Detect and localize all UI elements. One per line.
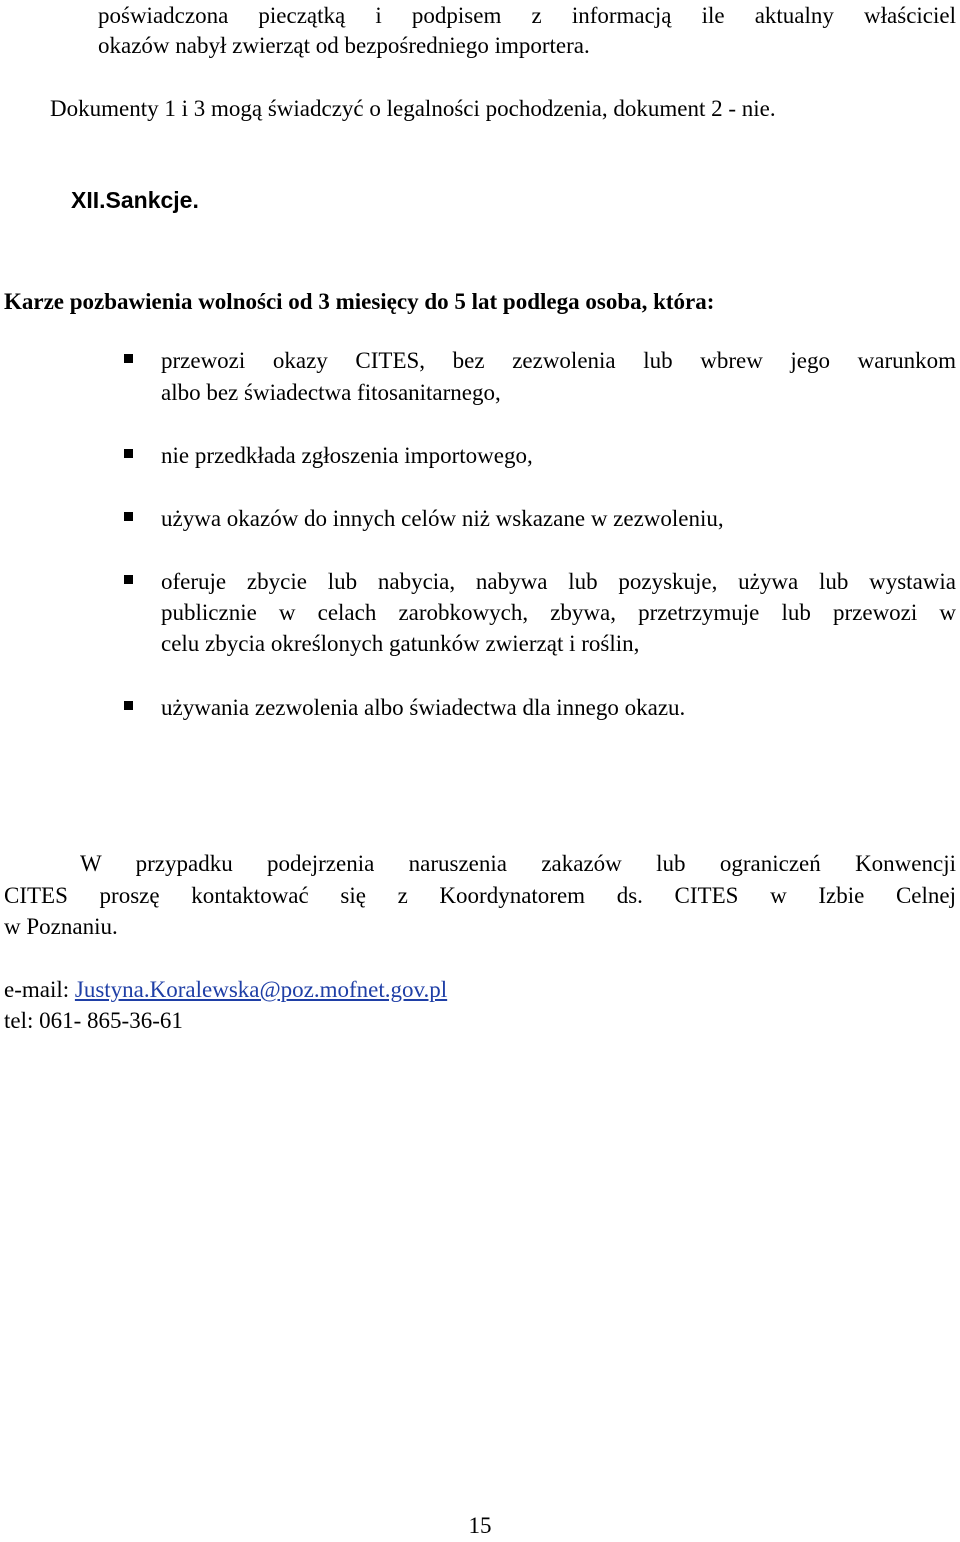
bullet-marker [124, 354, 133, 363]
bullet-4-line-1: oferuje zbycie lub nabycia, nabywa lub pozyskuje, używa lub wystawia [161, 569, 956, 594]
bullet-4-line-3: celu zbycia określonych gatunków zwierząt i roślin, [161, 631, 640, 656]
telephone-line: tel: 061- 865-36-61 [4, 1008, 183, 1033]
intro-line-1: poświadczona pieczątką i podpisem z informacją ile aktualny właściciel [98, 3, 956, 28]
bullet-1-line-1: przewozi okazy CITES, bez zezwolenia lub wbrew jego warunkom [161, 348, 956, 373]
sanctions-intro: Karze pozbawienia wolności od 3 miesięcy do 5 lat podlega osoba, która: [4, 289, 715, 314]
bullet-marker [124, 701, 133, 710]
bullet-3-line-1: używa okazów do innych celów niż wskazane w zezwoleniu, [161, 506, 724, 531]
page-number: 15 [468, 1513, 492, 1538]
section-heading: XII.Sankcje. [71, 187, 199, 213]
bullet-2-line-1: nie przedkłada zgłoszenia importowego, [161, 443, 533, 468]
bullet-marker [124, 449, 133, 458]
bullet-5-line-1: używania zezwolenia albo świadectwa dla innego okazu. [161, 695, 686, 720]
bullet-4-line-2: publicznie w celach zarobkowych, zbywa, przetrzymuje lub przewozi w [161, 600, 956, 625]
bullet-marker [124, 512, 133, 521]
email-label: e-mail: [4, 977, 75, 1002]
contact-line-2: CITES proszę kontaktować się z Koordynatorem ds. CITES w Izbie Celnej [4, 883, 956, 908]
email-line [4, 974, 447, 1006]
contact-line-1: W przypadku podejrzenia naruszenia zakazów lub ograniczeń Konwencji [80, 851, 956, 876]
bullet-marker [124, 575, 133, 584]
intro-line-2: okazów nabył zwierząt od bezpośredniego importera. [98, 33, 590, 58]
documents-note: Dokumenty 1 i 3 mogą świadczyć o legalności pochodzenia, dokument 2 - nie. [50, 96, 776, 121]
email-link[interactable]: Justyna.Koralewska@poz.mofnet.gov.pl [74, 977, 448, 1002]
contact-line-3: w Poznaniu. [4, 914, 118, 939]
bullet-1-line-2: albo bez świadectwa fitosanitarnego, [161, 380, 501, 405]
